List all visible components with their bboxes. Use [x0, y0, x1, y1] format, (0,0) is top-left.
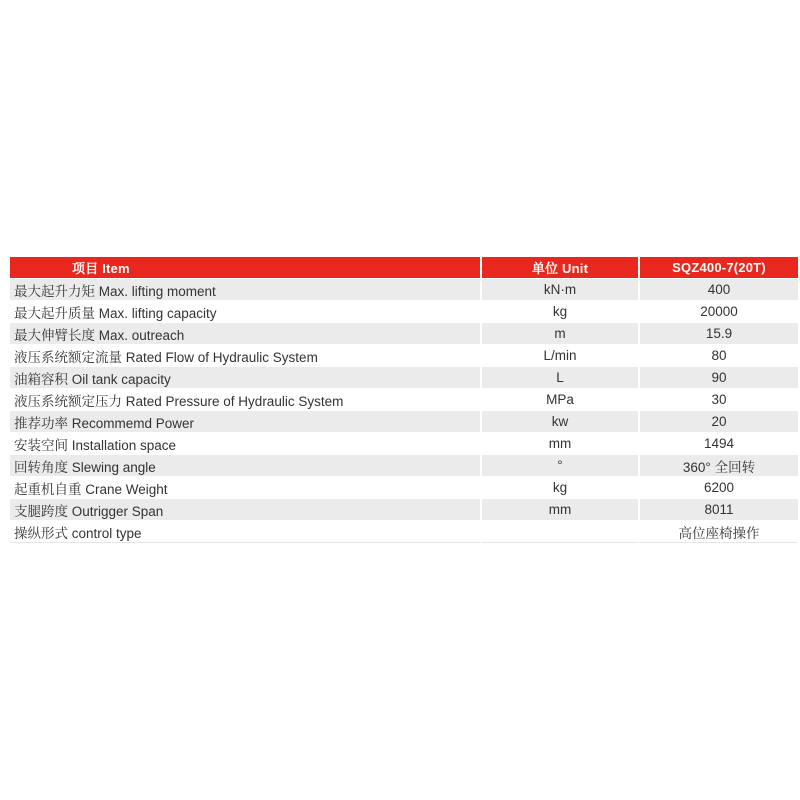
row-value: 360° 全回转 [638, 455, 798, 476]
row-item: 液压系统额定压力 Rated Pressure of Hydraulic System [10, 389, 480, 410]
row-unit: mm [480, 433, 638, 454]
row-item: 回转角度 Slewing angle [10, 455, 480, 476]
row-item: 支腿跨度 Outrigger Span [10, 499, 480, 520]
row-item: 油箱容积 Oil tank capacity [10, 367, 480, 388]
row-item: 推荐功率 Recommemd Power [10, 411, 480, 432]
row-unit: L/min [480, 345, 638, 366]
row-unit: ° [480, 455, 638, 476]
row-item: 液压系统额定流量 Rated Flow of Hydraulic System [10, 345, 480, 366]
row-unit: MPa [480, 389, 638, 410]
row-value: 80 [638, 345, 798, 366]
table-row [10, 301, 798, 322]
row-value: 8011 [638, 499, 798, 520]
header-unit: 单位 Unit [480, 257, 638, 278]
table-row [10, 367, 798, 388]
table-row [10, 521, 798, 543]
table-row [10, 323, 798, 344]
table-row [10, 345, 798, 366]
row-value: 6200 [638, 477, 798, 498]
row-unit: kw [480, 411, 638, 432]
row-unit [480, 521, 638, 543]
row-item: 安装空间 Installation space [10, 433, 480, 454]
row-value: 30 [638, 389, 798, 410]
row-unit: kg [480, 477, 638, 498]
row-item: 最大伸臂长度 Max. outreach [10, 323, 480, 344]
row-unit: m [480, 323, 638, 344]
spec-table-header [10, 257, 798, 278]
row-value: 20 [638, 411, 798, 432]
table-row [10, 455, 798, 476]
header-item: 项目 Item [10, 257, 480, 278]
row-value: 15.9 [638, 323, 798, 344]
header-model: SQZ400-7(20T) [638, 257, 798, 278]
row-item: 最大起升力矩 Max. lifting moment [10, 279, 480, 300]
row-unit: mm [480, 499, 638, 520]
table-row [10, 389, 798, 410]
row-item: 最大起升质量 Max. lifting capacity [10, 301, 480, 322]
row-value: 20000 [638, 301, 798, 322]
row-value: 400 [638, 279, 798, 300]
table-row [10, 411, 798, 432]
row-item: 起重机自重 Crane Weight [10, 477, 480, 498]
row-value: 1494 [638, 433, 798, 454]
table-row [10, 279, 798, 300]
row-item: 操纵形式 control type [10, 521, 480, 543]
spec-table-body [10, 279, 798, 543]
spec-table [10, 256, 798, 544]
header-row [10, 257, 798, 278]
row-unit: kN·m [480, 279, 638, 300]
row-value: 90 [638, 367, 798, 388]
table-row [10, 477, 798, 498]
table-row [10, 499, 798, 520]
row-unit: L [480, 367, 638, 388]
row-value: 高位座椅操作 [638, 521, 798, 543]
row-unit: kg [480, 301, 638, 322]
table-row [10, 433, 798, 454]
